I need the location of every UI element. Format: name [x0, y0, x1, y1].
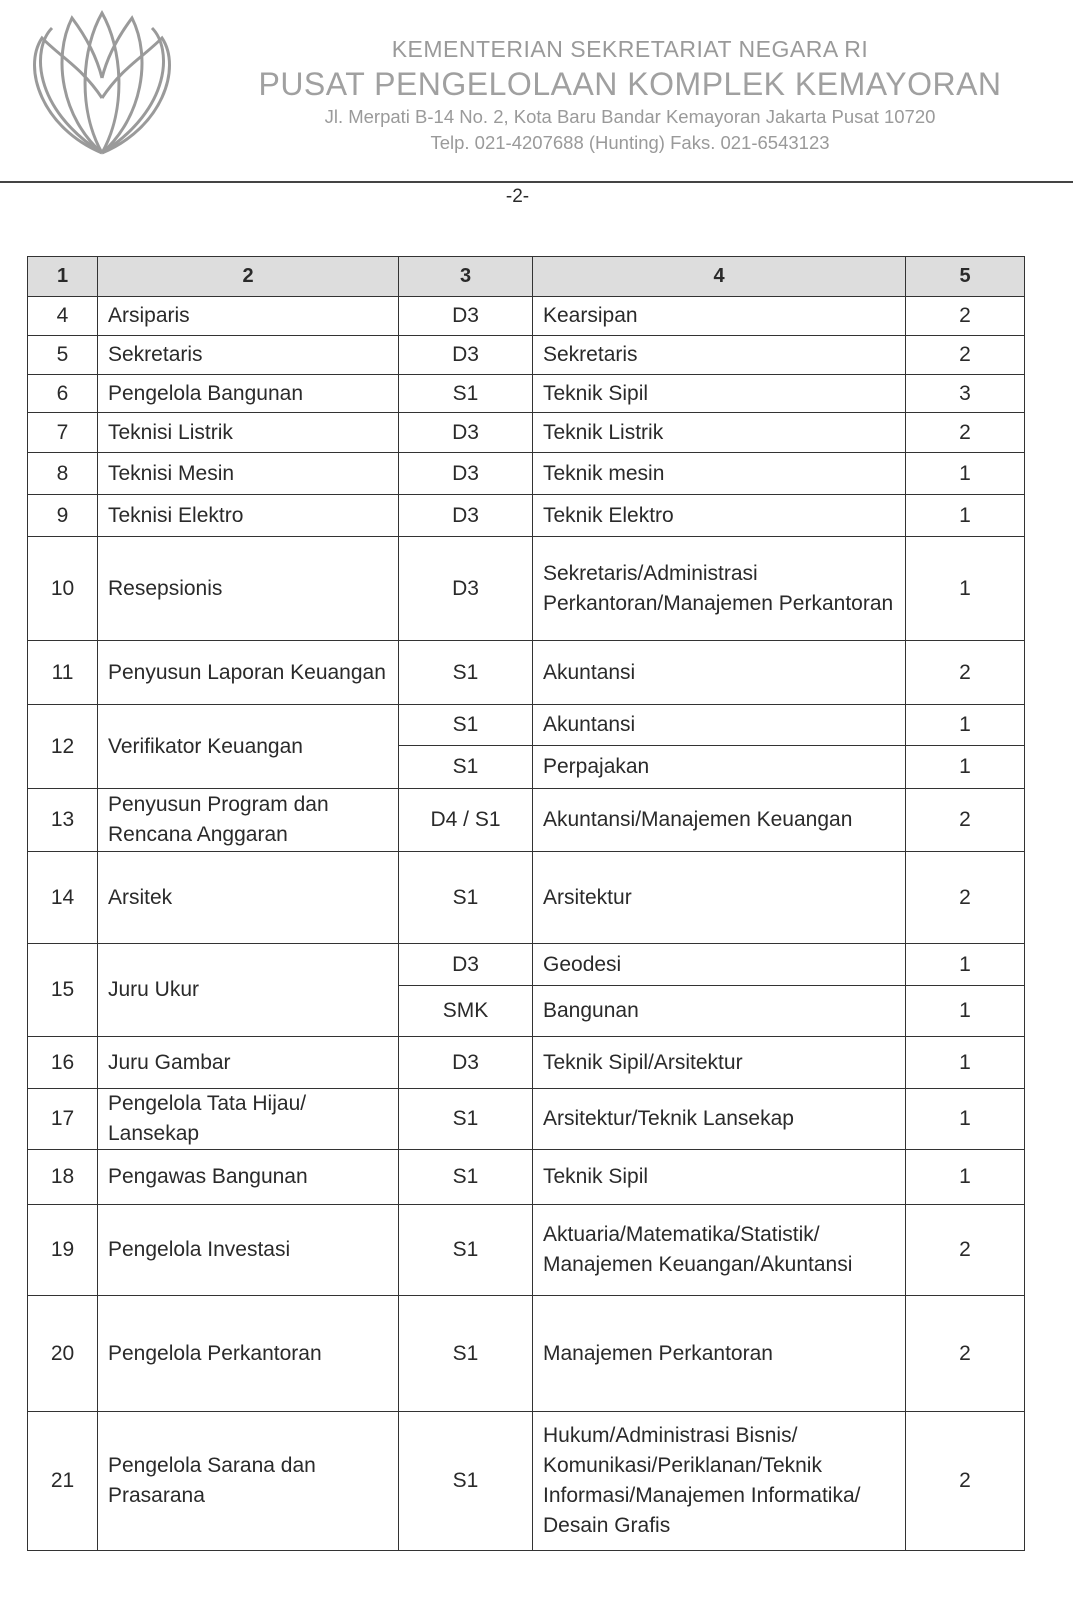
row-number: 10	[28, 537, 98, 641]
table-header-row	[28, 257, 1025, 297]
education-level: S1	[399, 852, 533, 944]
position-name: Verifikator Keuangan	[98, 705, 399, 789]
quantity: 2	[906, 789, 1025, 852]
table-row	[28, 413, 1025, 453]
major: Sekretaris	[533, 336, 906, 375]
education-level: S1	[399, 746, 533, 789]
quantity: 1	[906, 453, 1025, 495]
major: Teknik Elektro	[533, 495, 906, 537]
education-level: S1	[399, 375, 533, 413]
quantity: 1	[906, 537, 1025, 641]
education-level: S1	[399, 1150, 533, 1205]
table-row	[28, 495, 1025, 537]
quantity: 2	[906, 1205, 1025, 1296]
major: Teknik Sipil	[533, 1150, 906, 1205]
quantity: 1	[906, 944, 1025, 986]
position-name: Penyusun Program dan Rencana Anggaran	[98, 789, 399, 852]
position-name: Teknisi Mesin	[98, 453, 399, 495]
row-number: 21	[28, 1412, 98, 1551]
table-row	[28, 375, 1025, 413]
table-row	[28, 1412, 1025, 1551]
major: Teknik Sipil/Arsitektur	[533, 1037, 906, 1089]
quantity: 2	[906, 1412, 1025, 1551]
education-level: D3	[399, 1037, 533, 1089]
table-row	[28, 944, 1025, 986]
header-col-1: 1	[28, 257, 98, 297]
major: Arsitektur/Teknik Lansekap	[533, 1089, 906, 1150]
row-number: 5	[28, 336, 98, 375]
position-name: Sekretaris	[98, 336, 399, 375]
row-number: 9	[28, 495, 98, 537]
education-level: S1	[399, 705, 533, 746]
page-number: -2-	[505, 186, 530, 207]
position-name: Pengelola Perkantoran	[98, 1296, 399, 1412]
row-number: 13	[28, 789, 98, 852]
table-row	[28, 1296, 1025, 1412]
major: Akuntansi	[533, 641, 906, 705]
major: Teknik mesin	[533, 453, 906, 495]
major: Hukum/Administrasi Bisnis/ Komunikasi/Periklanan/Teknik Informasi/Manajemen Informatika/ Desain Grafis	[533, 1412, 906, 1551]
major: Kearsipan	[533, 297, 906, 336]
position-name: Arsiparis	[98, 297, 399, 336]
row-number: 17	[28, 1089, 98, 1150]
quantity: 1	[906, 1037, 1025, 1089]
quantity: 1	[906, 986, 1025, 1037]
education-level: D3	[399, 537, 533, 641]
major: Arsitektur	[533, 852, 906, 944]
table-row	[28, 1150, 1025, 1205]
position-name: Penyusun Laporan Keuangan	[98, 641, 399, 705]
position-name: Arsitek	[98, 852, 399, 944]
table-row	[28, 537, 1025, 641]
position-name: Juru Ukur	[98, 944, 399, 1037]
position-name: Teknisi Elektro	[98, 495, 399, 537]
education-level: S1	[399, 1412, 533, 1551]
position-name: Pengelola Bangunan	[98, 375, 399, 413]
table-row	[28, 641, 1025, 705]
row-number: 4	[28, 297, 98, 336]
header-col-5: 5	[906, 257, 1025, 297]
row-number: 16	[28, 1037, 98, 1089]
position-name: Juru Gambar	[98, 1037, 399, 1089]
table-row	[28, 852, 1025, 944]
quantity: 1	[906, 705, 1025, 746]
row-number: 7	[28, 413, 98, 453]
row-number: 18	[28, 1150, 98, 1205]
table-row	[28, 1037, 1025, 1089]
row-number: 19	[28, 1205, 98, 1296]
quantity: 2	[906, 641, 1025, 705]
education-level: D3	[399, 453, 533, 495]
lotus-logo	[22, 8, 182, 158]
education-level: S1	[399, 1296, 533, 1412]
row-number: 8	[28, 453, 98, 495]
quantity: 2	[906, 297, 1025, 336]
education-level: D3	[399, 413, 533, 453]
quantity: 1	[906, 1150, 1025, 1205]
row-number: 11	[28, 641, 98, 705]
header-col-2: 2	[98, 257, 399, 297]
major: Sekretaris/Administrasi Perkantoran/Manajemen Perkantoran	[533, 537, 906, 641]
major: Manajemen Perkantoran	[533, 1296, 906, 1412]
education-level: D3	[399, 944, 533, 986]
education-level: D3	[399, 297, 533, 336]
education-level: S1	[399, 1089, 533, 1150]
position-name: Pengelola Investasi	[98, 1205, 399, 1296]
major: Teknik Listrik	[533, 413, 906, 453]
education-level: SMK	[399, 986, 533, 1037]
row-number: 14	[28, 852, 98, 944]
row-number: 6	[28, 375, 98, 413]
major: Bangunan	[533, 986, 906, 1037]
quantity: 1	[906, 746, 1025, 789]
header-divider	[0, 181, 1073, 183]
table-row	[28, 336, 1025, 375]
quantity: 2	[906, 1296, 1025, 1412]
table-row	[28, 1205, 1025, 1296]
address: Jl. Merpati B-14 No. 2, Kota Baru Bandar Kemayoran Jakarta Pusat 10720	[324, 106, 936, 127]
quantity: 2	[906, 336, 1025, 375]
education-level: D4 / S1	[399, 789, 533, 852]
table-row	[28, 705, 1025, 746]
agency-name: PUSAT PENGELOLAAN KOMPLEK KEMAYORAN	[258, 66, 1002, 102]
major: Akuntansi/Manajemen Keuangan	[533, 789, 906, 852]
education-level: D3	[399, 336, 533, 375]
position-name: Pengelola Sarana dan Prasarana	[98, 1412, 399, 1551]
quantity: 1	[906, 1089, 1025, 1150]
education-level: S1	[399, 641, 533, 705]
major: Perpajakan	[533, 746, 906, 789]
major: Teknik Sipil	[533, 375, 906, 413]
phone-fax: Telp. 021-4207688 (Hunting) Faks. 021-6543123	[430, 132, 830, 153]
major: Geodesi	[533, 944, 906, 986]
education-level: S1	[399, 1205, 533, 1296]
quantity: 3	[906, 375, 1025, 413]
major: Aktuaria/Matematika/Statistik/ Manajemen Keuangan/Akuntansi	[533, 1205, 906, 1296]
position-name: Resepsionis	[98, 537, 399, 641]
row-number: 20	[28, 1296, 98, 1412]
position-table	[27, 256, 1025, 1551]
row-number: 15	[28, 944, 98, 1037]
quantity: 1	[906, 495, 1025, 537]
quantity: 2	[906, 852, 1025, 944]
table-row	[28, 453, 1025, 495]
table-row	[28, 789, 1025, 852]
education-level: D3	[399, 495, 533, 537]
table-row	[28, 1089, 1025, 1150]
table-row	[28, 297, 1025, 336]
row-number: 12	[28, 705, 98, 789]
position-name: Pengawas Bangunan	[98, 1150, 399, 1205]
header-col-4: 4	[533, 257, 906, 297]
quantity: 2	[906, 413, 1025, 453]
position-name: Teknisi Listrik	[98, 413, 399, 453]
ministry-name: KEMENTERIAN SEKRETARIAT NEGARA RI	[391, 36, 869, 62]
major: Akuntansi	[533, 705, 906, 746]
position-name: Pengelola Tata Hijau/ Lansekap	[98, 1089, 399, 1150]
header-col-3: 3	[399, 257, 533, 297]
